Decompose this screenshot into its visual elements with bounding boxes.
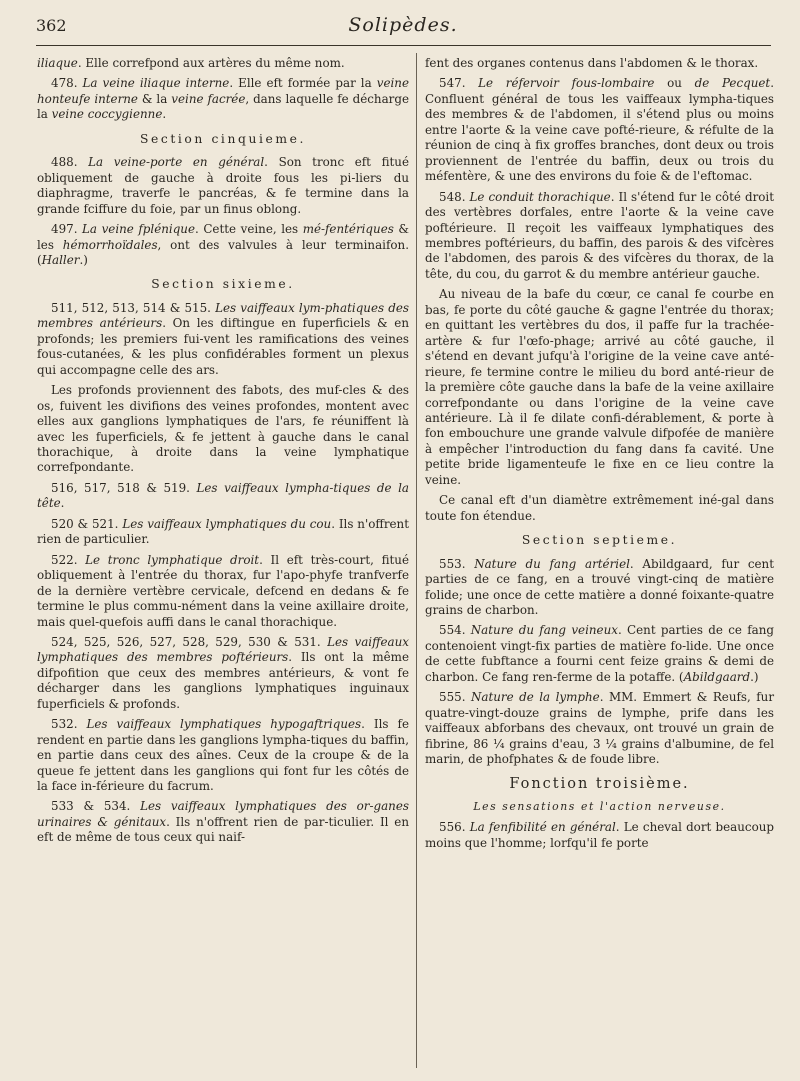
running-title: Solipèdes. (348, 14, 458, 36)
paragraph-511-continued: Les profonds proviennent des fabots, des muf-cles & des os, fuivent les divifions des veines profondes, montent avec elles aux ganglions lymphatiques de l'ars, fe réuniffent là avec les fuperficiels, & fe jettent à gauche dans le canal thorachique, à droite dans la veine lymphatique correfpondante. (37, 383, 409, 475)
paragraph-553: 553. Nature du fang artériel. Abildgaard, fur cent parties de ce fang, en a trouvé vingt-cinq de matière folide; une once de cette matière a donné foixante-quatre grains de charbon. (425, 556, 774, 617)
paragraph-532: 532. Les vaiffeaux lymphatiques hypogaftriques. Ils fe rendent en partie dans les ganglions lympha-tiques du baffin, en partie dans ceux des aînes. Ceux de la croupe & de la queue fe jettent dans les ganglions qui font fur les côtés de la face in-férieure du facrum. (37, 717, 409, 794)
paragraph-continuation: fent des organes contenus dans l'abdomen & le thorax. (425, 56, 759, 70)
paragraph-547: 547. Le réfervoir fous-lombaire ou de Pecquet. Confluent général de tous les vaiffeaux lympha-tiques des membres & de l'abdomen, il s'étend plus ou moins entre l'aorte & la veine cave pofté-rieure, & réfulte de la réunion de cinq à fix groffes branches, dont deux ou trois proviennent de l'entrée du baffin, deux ou trois du méfentère, & une des environs du foie & de l'eftomac. (425, 76, 774, 184)
function-subheading: Les sensations et l'action nerveuse. (473, 799, 726, 813)
paragraph-548: 548. Le conduit thorachique. Il s'étend fur le côté droit des vertèbres dorfales, entre l'aorte & la veine cave poftérieure. Il reçoit les vaiffeaux lymphatiques des membres poftérieurs, du baffin, des parois & des vifcères de l'abdomen, des parois & des vifcères du thorax, de la tête, du cou, du garrot & du membre antérieur gauche. (425, 189, 774, 281)
paragraph-497: 497. La veine fplénique. Cette veine, les mé-fentériques & les hémorrhoïdales, ont des valvules à leur terminaifon. (Haller.) (37, 222, 409, 267)
header-rule (36, 45, 771, 46)
paragraph-520: 520 & 521. Les vaiffeaux lymphatiques du cou. Ils n'offrent rien de particulier. (37, 516, 409, 547)
left-column (37, 56, 409, 851)
paragraph-555: 555. Nature de la lymphe. MM. Emmert & Reufs, fur quatre-vingt-douze grains de lymphe, prife dans les vaiffeaux abforbans des chevaux, ont trouvé un grain de fibrine, 86 ¼ grains d'eau, 3 ¼ grains d'albumine, de fel marin, de phofphates & de foude libre. (425, 690, 774, 767)
function-heading: Fonction troisième. (509, 776, 690, 793)
page-number: 362 (36, 16, 67, 35)
section-heading-7: Section septieme. (521, 533, 678, 548)
section-heading-5: Section cinquieme. (139, 131, 307, 146)
paragraph-516: 516, 517, 518 & 519. Les vaiffeaux lympha-tiques de la tête. (37, 480, 409, 511)
right-column (425, 56, 774, 856)
paragraph-548-continued: Au niveau de la bafe du cœur, ce canal fe courbe en bas, fe porte du côté gauche & gagne l'entrée du thorax; en quittant les vertèbres du dos, il paffe fur la trachée-artère & fur l'œfo-phage; arrivé au côté gauche, il s'étend en devant jufqu'à l'origine de la veine cave anté-rieure, fe termine contre le milieu du bord anté-rieur de la première côte gauche dans la bafe de la veine axillaire correfpondante ou dans l'origine de la veine cave antérieure. Là il fe dilate confi-dérablement, & porte à fon embouchure une grande valvule difpofée de manière à empêcher l'introduction du fang dans fa cavité. Une petite bride ligamenteufe le fixe en ce lieu contre la veine. (425, 287, 774, 487)
running-header (36, 12, 770, 42)
paragraph-488: 488. La veine-porte en général. Son tronc eft fitué obliquement de gauche à droite fous les pi-liers du diaphragme, traverfe le pancréas, & fe termine dans la grande fciffure du foie, par un finus oblong. (37, 155, 409, 216)
paragraph-522: 522. Le tronc lymphatique droit. Il eft très-court, fitué obliquement à l'entrée du thorax, fur l'apo-phyfe tranfverfe de la dernière vertèbre cervicale, defcend en dedans & fe termine le plus commu-nément dans la veine axillaire droite, mais quel-quefois auffi dans le canal thorachique. (37, 552, 409, 629)
paragraph-478: 478. La veine iliaque interne. Elle eft formée par la veine honteufe interne & la veine facrée, dans laquelle fe décharge la veine coccygienne. (37, 76, 409, 122)
paragraph-524: 524, 525, 526, 527, 528, 529, 530 & 531. Les vaiffeaux lymphatiques des membres poftérieurs. Ils ont la même difpofition que ceux des membres antérieurs, & vont fe décharger dans les ganglions lymphatiques inguinaux fuperficiels & profonds. (37, 634, 410, 711)
column-divider (416, 53, 417, 1068)
paragraph-iliaque: iliaque. Elle correfpond aux artères du même nom. (37, 56, 345, 70)
paragraph-548-final: Ce canal eft d'un diamètre extrêmement iné-gal dans toute fon étendue. (425, 493, 774, 523)
section-heading-6: Section sixieme. (151, 277, 295, 292)
paragraph-554: 554. Nature du fang veineux. Cent parties de ce fang contenoient vingt-fix parties de matière fo-lide. Une once de cette fubftance a fourni cent feize grains & demi de charbon. Ce fang ren-ferme de la potaffe. (Abildgaard.) (425, 623, 774, 684)
paragraph-511: 511, 512, 513, 514 & 515. Les vaiffeaux lym-phatiques des membres antérieurs. On les diftingue en fuperficiels & en profonds; les premiers fui-vent les ramifications des veines fous-cutanées, & les plus confidérables forment un plexus qui accompagne celle des ars. (37, 300, 409, 377)
paragraph-556: 556. La fenfibilité en général. Le cheval dort beaucoup moins que l'homme; lorfqu'il fe porte (425, 820, 774, 850)
paragraph-533: 533 & 534. Les vaiffeaux lymphatiques des or-ganes urinaires & génitaux. Ils n'offrent rien de par-ticulier. Il en eft de même de tous ceux qui naif- (37, 799, 409, 845)
